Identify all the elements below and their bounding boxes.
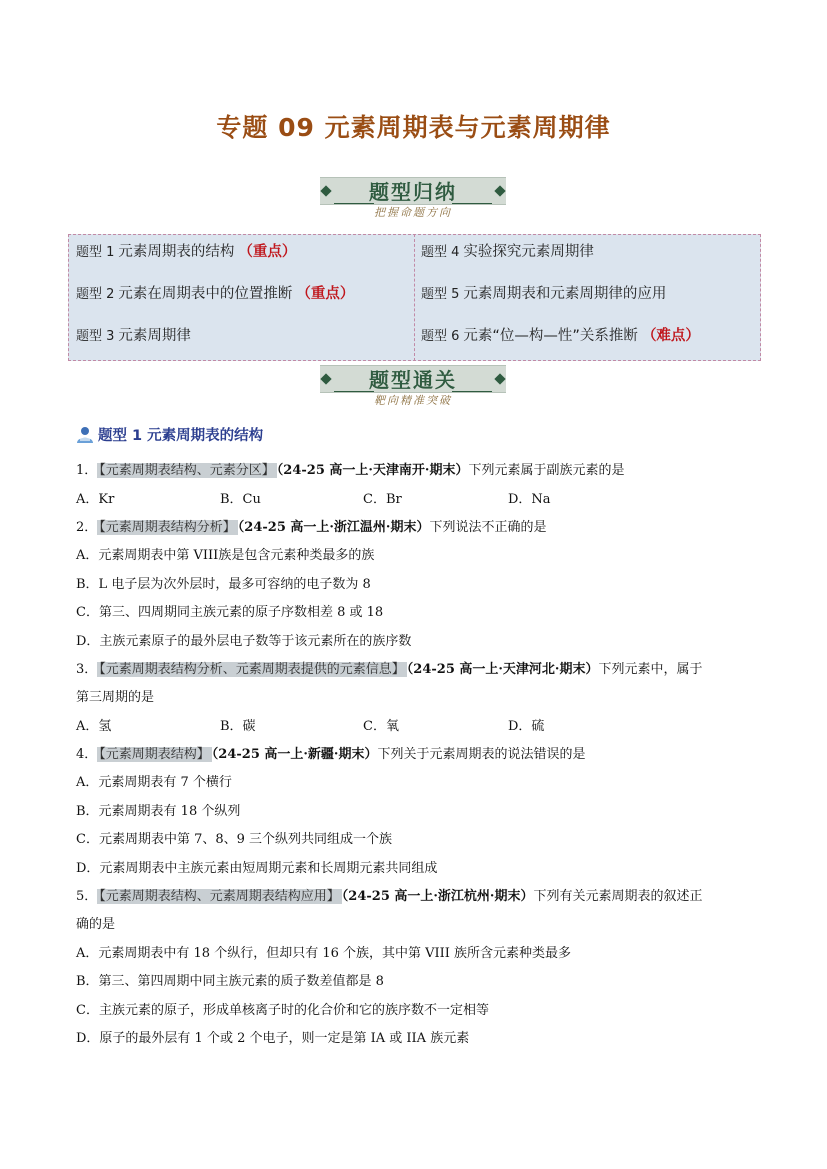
type-key-badge: （难点） xyxy=(641,328,700,344)
type-text: 实验探究元素周期律 xyxy=(463,244,594,260)
option-c[interactable]: C．元素周期表中第 7、8、9 三个纵列共同组成一个族 xyxy=(76,832,393,847)
type-tag: 题型 5 xyxy=(421,287,460,302)
banner-type-practice xyxy=(320,362,506,406)
question-tag: 【元素周期表结构、元素周期表结构应用】 xyxy=(99,889,340,904)
option-c[interactable]: C．第三、四周期同主族元素的原子序数相差 8 或 18 xyxy=(76,605,384,620)
question-source: （24-25 高一上·新疆·期末） xyxy=(211,747,378,762)
option-b[interactable]: B．Cu xyxy=(220,492,261,507)
student-icon xyxy=(76,426,94,444)
question-source: （24-25 高一上·浙江温州·期末） xyxy=(237,520,430,535)
banner-sub-text: 把握命题方向 xyxy=(374,206,452,219)
option-c[interactable]: C．主族元素的原子，形成单核离子时的化合价和它的族序数不一定相等 xyxy=(76,1003,489,1018)
type-key-badge: （重点） xyxy=(238,244,297,260)
section-heading: 题型 1 元素周期表的结构 xyxy=(76,424,263,445)
type-text: 元素在周期表中的位置推断 xyxy=(118,286,293,302)
type-tag: 题型 2 xyxy=(76,287,115,302)
option-a[interactable]: A．氢 xyxy=(76,719,112,734)
types-divider xyxy=(414,234,415,361)
question-tag: 【元素周期表结构】 xyxy=(99,747,210,762)
option-a[interactable]: A．元素周期表有 7 个横行 xyxy=(76,775,232,790)
page-title: 专题 09 元素周期表与元素周期律 xyxy=(216,113,611,142)
question-3-stem: 3． 【元素周期表结构分析、元素周期表提供的元素信息】 （24-25 高一上·天津河北·期末）下列元素中，属于 xyxy=(76,662,703,677)
type-tag: 题型 1 xyxy=(76,245,115,260)
type-text: 元素周期表和元素周期律的应用 xyxy=(463,286,667,302)
question-3-stem-cont: 第三周期的是 xyxy=(76,690,155,705)
type-text: 元素周期律 xyxy=(118,328,191,344)
type-tag: 题型 4 xyxy=(421,245,460,260)
option-d[interactable]: D．硫 xyxy=(508,719,545,734)
type-item-2[interactable] xyxy=(76,282,354,303)
option-d[interactable]: D．原子的最外层有 1 个或 2 个电子，则一定是第 IA 或 IIA 族元素 xyxy=(76,1031,470,1046)
type-item-3[interactable] xyxy=(76,324,191,345)
question-tag: 【元素周期表结构分析、元素周期表提供的元素信息】 xyxy=(99,662,405,677)
type-tag: 题型 6 xyxy=(421,329,460,344)
option-b[interactable]: B．元素周期表有 18 个纵列 xyxy=(76,804,241,819)
question-source: （24-25 高一上·天津河北·期末） xyxy=(406,662,599,677)
type-item-5[interactable] xyxy=(421,282,666,303)
type-item-1[interactable] xyxy=(76,240,296,261)
option-a[interactable]: A．Kr xyxy=(76,492,115,507)
question-tag: 【元素周期表结构、元素分区】 xyxy=(99,463,275,478)
question-tag: 【元素周期表结构分析】 xyxy=(99,520,236,535)
option-d[interactable]: D．主族元素原子的最外层电子数等于该元素所在的族序数 xyxy=(76,634,412,649)
type-text: 元素“位—构—性”关系推断 xyxy=(463,328,638,344)
banner-type-summary xyxy=(320,174,506,218)
question-5-stem-cont: 确的是 xyxy=(76,917,116,932)
option-b[interactable]: B．碳 xyxy=(220,719,256,734)
option-c[interactable]: C．Br xyxy=(363,492,402,507)
option-b[interactable]: B．L 电子层为次外层时，最多可容纳的电子数为 8 xyxy=(76,577,371,592)
question-source: （24-25 高一上·天津南开·期末） xyxy=(276,463,469,478)
option-d[interactable]: D．元素周期表中主族元素由短周期元素和长周期元素共同组成 xyxy=(76,861,438,876)
question-5-stem: 5． 【元素周期表结构、元素周期表结构应用】 （24-25 高一上·浙江杭州·期末）下列有关元素周期表的叙述正 xyxy=(76,889,703,904)
type-tag: 题型 3 xyxy=(76,329,115,344)
question-1-stem: 1． 【元素周期表结构、元素分区】 （24-25 高一上·天津南开·期末）下列元素属于副族元素的是 xyxy=(76,463,625,478)
option-a[interactable]: A．元素周期表中第 VIII族是包含元素种类最多的族 xyxy=(76,548,375,563)
question-2-stem: 2． 【元素周期表结构分析】 （24-25 高一上·浙江温州·期末）下列说法不正确的是 xyxy=(76,520,547,535)
question-4-stem: 4． 【元素周期表结构】 （24-25 高一上·新疆·期末）下列关于元素周期表的说法错误的是 xyxy=(76,747,586,762)
option-c[interactable]: C．氧 xyxy=(363,719,399,734)
banner-sub-text: 靶向精准突破 xyxy=(374,394,452,407)
option-b[interactable]: B．第三、第四周期中同主族元素的质子数差值都是 8 xyxy=(76,974,384,989)
type-item-6[interactable] xyxy=(421,324,700,345)
question-source: （24-25 高一上·浙江杭州·期末） xyxy=(341,889,534,904)
type-item-4[interactable] xyxy=(421,240,594,261)
type-text: 元素周期表的结构 xyxy=(118,244,235,260)
type-key-badge: （重点） xyxy=(296,286,355,302)
option-d[interactable]: D．Na xyxy=(508,492,551,507)
option-a[interactable]: A．元素周期表中有 18 个纵行，但却只有 16 个族，其中第 VIII 族所含元素种类最多 xyxy=(76,946,572,961)
banner-main-text: 题型通关 xyxy=(369,368,457,392)
banner-main-text: 题型归纳 xyxy=(369,180,457,204)
